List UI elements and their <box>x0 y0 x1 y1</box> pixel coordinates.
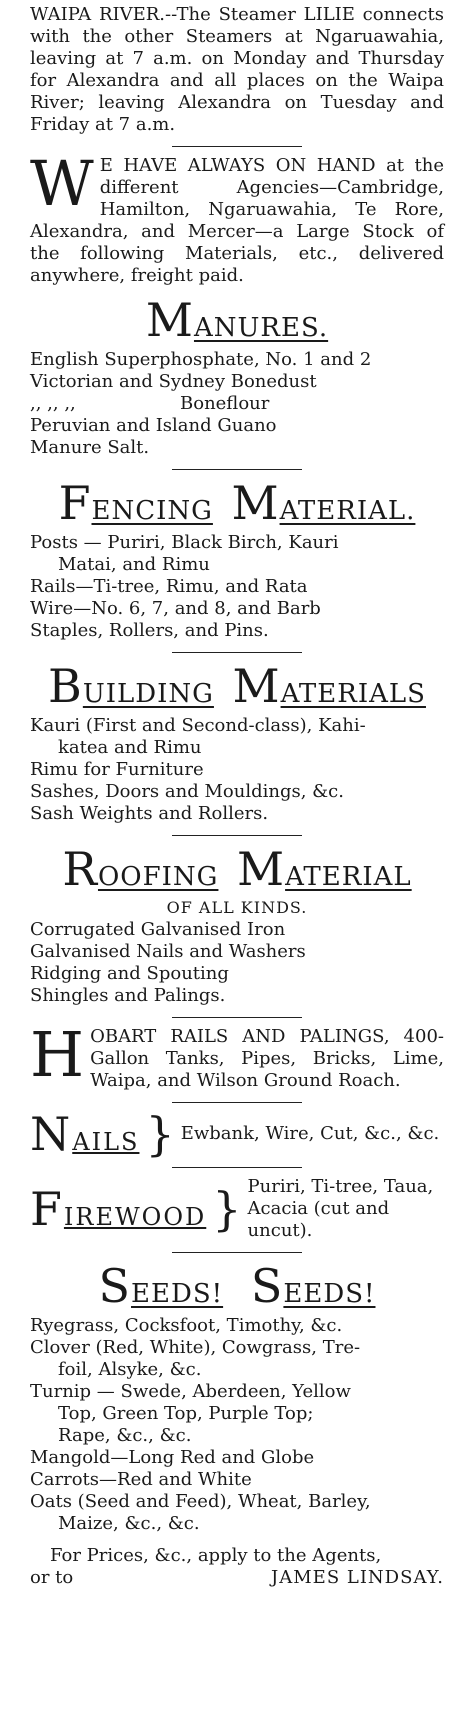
building-list <box>30 715 444 825</box>
divider <box>172 146 302 147</box>
building-heading: BUILDING MATERIALS <box>48 659 426 713</box>
list-item: Mangold—Long Red and Globe <box>30 1447 315 1468</box>
list-item: Matai, and Rimu <box>58 554 210 575</box>
divider <box>172 469 302 470</box>
list-item: Victorian and Sydney Bonedust <box>30 371 317 392</box>
fencing-list <box>30 532 444 642</box>
list-item: Peruvian and Island Guano <box>30 415 277 436</box>
hobart-text: OBART RAILS AND PALINGS, 400-Gallon Tanks, Pipes, Bricks, Lime, Waipa, and Wilson Ground Roach. <box>90 1026 444 1091</box>
footer-line: For Prices, &c., apply to the Agents, <box>50 1545 382 1566</box>
list-item: Ryegrass, Cocksfoot, Timothy, &c. <box>30 1315 343 1336</box>
list-item: Shingles and Palings. <box>30 985 226 1006</box>
divider <box>172 1017 302 1018</box>
brace-symbol: } <box>212 1182 242 1236</box>
list-item: Galvanised Nails and Washers <box>30 941 306 962</box>
list-item: Rails—Ti-tree, Rimu, and Rata <box>30 576 308 597</box>
hobart-dropcap: H <box>30 1018 85 1091</box>
list-item: Clover (Red, White), Cowgrass, Tre- <box>30 1337 361 1358</box>
list-item: English Superphosphate, No. 1 and 2 <box>30 349 372 370</box>
list-item: Oats (Seed and Feed), Wheat, Barley, <box>30 1491 371 1512</box>
footer-line: or to JAMES LINDSAY. <box>30 1567 444 1588</box>
brace-symbol: } <box>145 1107 175 1161</box>
hobart-block <box>30 1018 444 1092</box>
divider <box>172 1252 302 1253</box>
fencing-heading: FENCING MATERIAL. <box>58 476 416 530</box>
list-item: Sashes, Doors and Mouldings, &c. <box>30 781 344 802</box>
list-item: Wire—No. 6, 7, and 8, and Barb <box>30 598 321 619</box>
list-item: Maize, &c., &c. <box>58 1513 200 1534</box>
footer <box>30 1545 444 1589</box>
list-item: katea and Rimu <box>58 737 202 758</box>
firewood-heading: FIREWOOD <box>30 1182 207 1236</box>
list-item: Carrots—Red and White <box>30 1469 252 1490</box>
list-item: Top, Green Top, Purple Top; <box>58 1403 314 1424</box>
roofing-heading: ROOFING MATERIAL <box>62 842 412 896</box>
list-item: Ridging and Spouting <box>30 963 229 984</box>
list-item: ,, ,, ,, Boneflour <box>30 393 270 414</box>
manures-list <box>30 349 444 459</box>
list-item: Posts — Puriri, Black Birch, Kauri <box>30 532 339 553</box>
intro-dropcap: W <box>30 147 94 220</box>
waipa-heading: WAIPA RIVER. <box>30 4 166 25</box>
list-item: Corrugated Galvanised Iron <box>30 919 286 940</box>
waipa-text: --The Steamer LILIE connects with the other Steamers at Ngaruawahia, leaving at 7 a.m. on Monday and Thursday for Alexandra and all places on the Waipa River; leaving Alexandra on Tuesday and Friday at 7 a.m. <box>30 4 444 135</box>
divider <box>172 1167 302 1168</box>
agent-name: JAMES LINDSAY. <box>271 1567 444 1588</box>
nails-text: Ewbank, Wire, Cut, &c., &c. <box>180 1123 440 1144</box>
intro-text: E HAVE ALWAYS ON HAND at the different Agencies—Cambridge, Hamilton, Ngaruawahia, Te Rore, Alexandra, and Mercer—a Large Stock of the following Materials, etc., delivered anywhere, freight paid. <box>30 155 444 286</box>
roofing-subheading: OF ALL KINDS. <box>166 898 308 917</box>
list-item: Manure Salt. <box>30 437 150 458</box>
nails-heading: NAILS <box>30 1107 140 1161</box>
list-item: foil, Alsyke, &c. <box>58 1359 202 1380</box>
firewood-row <box>30 1176 444 1242</box>
firewood-text: Puriri, Ti-tree, Taua, Acacia (cut and uncut). <box>247 1176 434 1241</box>
waipa-notice <box>30 4 444 136</box>
list-item: Turnip — Swede, Aberdeen, Yellow <box>30 1381 351 1402</box>
divider <box>172 652 302 653</box>
list-item: Staples, Rollers, and Pins. <box>30 620 269 641</box>
list-item: Kauri (First and Second-class), Kahi- <box>30 715 366 736</box>
nails-row <box>30 1107 444 1161</box>
seeds-heading: SEEDS! SEEDS! <box>98 1259 376 1313</box>
divider <box>172 835 302 836</box>
divider <box>172 1102 302 1103</box>
intro-block <box>30 147 444 287</box>
roofing-list <box>30 919 444 1007</box>
manures-heading: MANURES. <box>145 293 329 347</box>
list-item: Sash Weights and Rollers. <box>30 803 269 824</box>
seeds-list <box>30 1315 444 1535</box>
list-item: Rape, &c., &c. <box>58 1425 192 1446</box>
list-item: Rimu for Furniture <box>30 759 204 780</box>
